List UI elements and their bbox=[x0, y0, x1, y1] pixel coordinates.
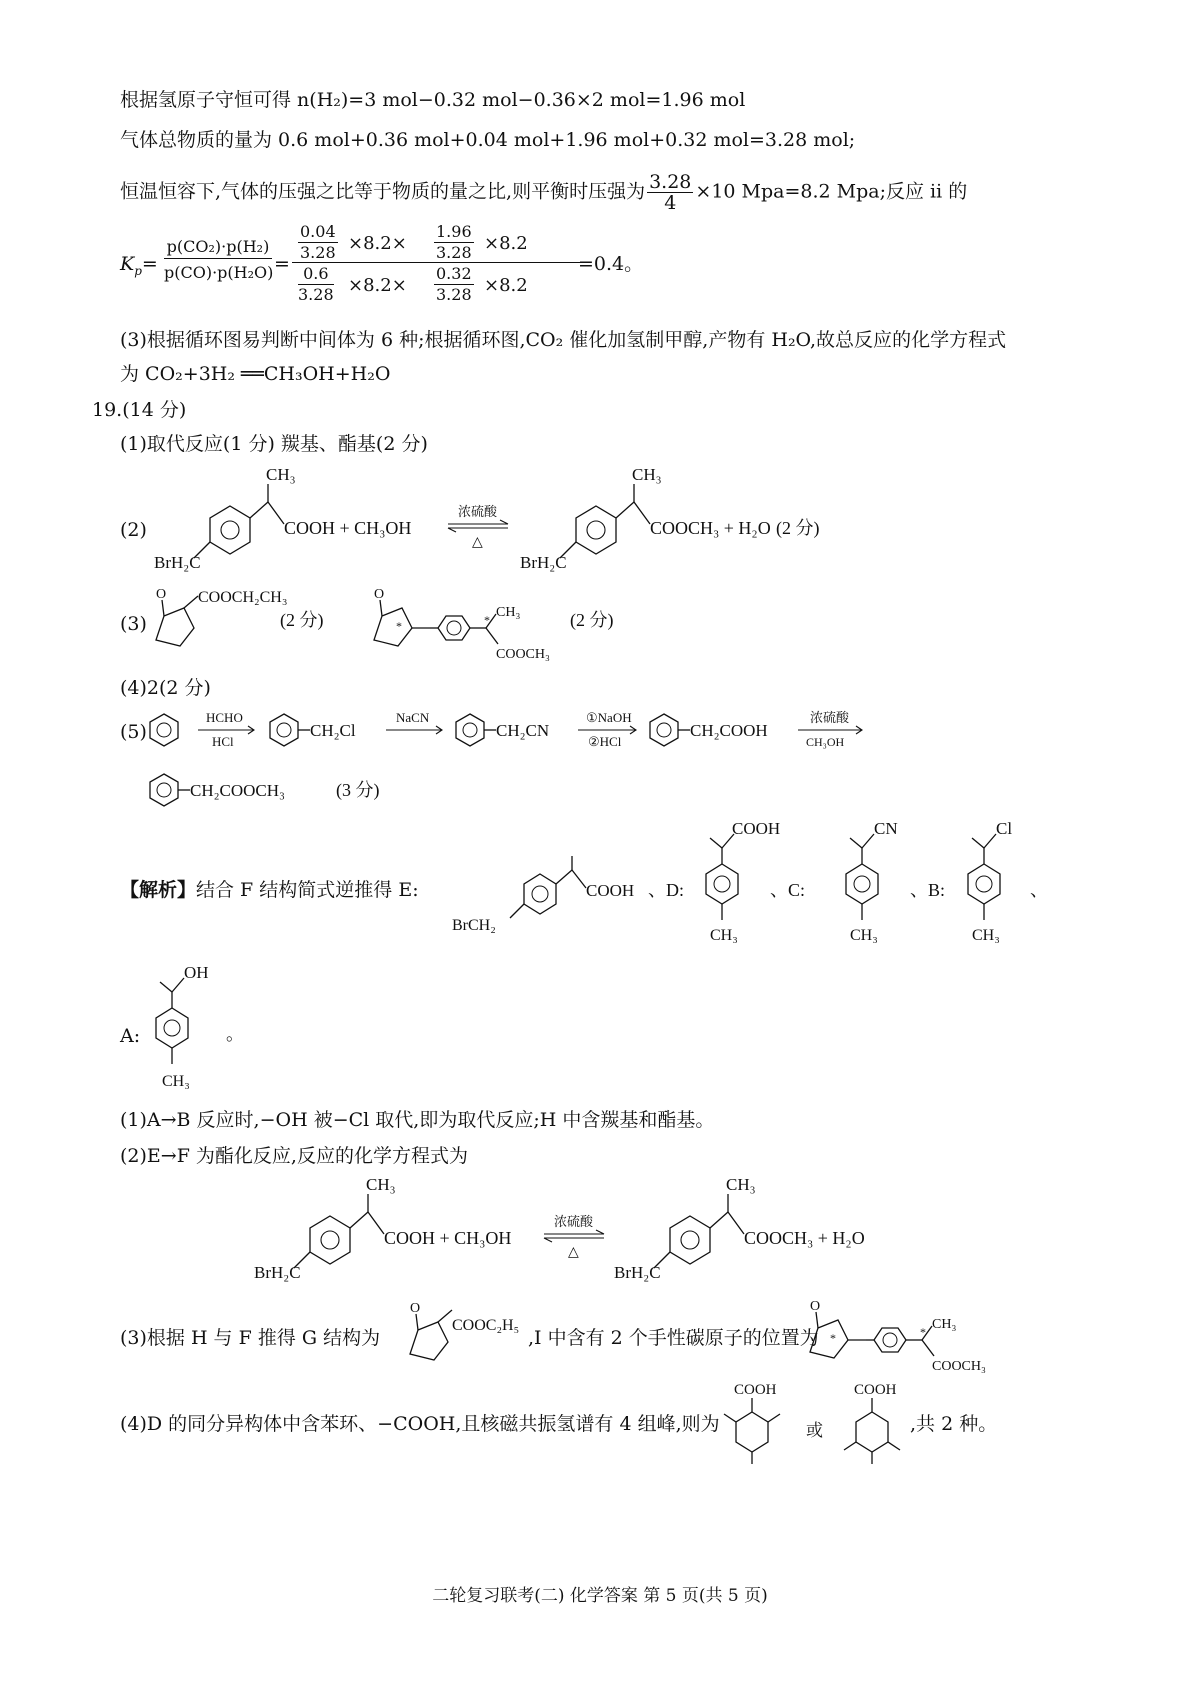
analysis-tag: 【解析】结合 F 结构简式逆推得 E: bbox=[120, 879, 419, 901]
svg-text:CH₃: CH₃ bbox=[496, 605, 521, 620]
num-factor: ×8.2× bbox=[348, 233, 407, 254]
svg-text:BrCH₂: BrCH₂ bbox=[452, 917, 496, 934]
kp-big-fraction bbox=[292, 222, 582, 306]
reagent-heat-2: △ bbox=[568, 1245, 579, 1260]
kp-big-num bbox=[292, 222, 582, 263]
isomer-1 bbox=[724, 1382, 780, 1464]
label-B: 、B: bbox=[910, 880, 946, 900]
q19-answer-4: (4)2(2 分) bbox=[120, 677, 211, 699]
reagent-hcho: HCHO bbox=[206, 710, 243, 725]
q3-line2: 为 CO₂+3H₂ ══CH₃OH+H₂O bbox=[120, 363, 391, 385]
svg-text:COOH: COOH bbox=[854, 1382, 897, 1398]
structure-E bbox=[452, 856, 634, 934]
den-a-n: 0.6 bbox=[298, 264, 334, 285]
svg-text:Cl: Cl bbox=[996, 819, 1013, 838]
q19-answer-1: (1)取代反应(1 分) 羰基、酯基(2 分) bbox=[120, 433, 428, 455]
reagent-hcl-2: ②HCl bbox=[588, 734, 622, 749]
benzene-start bbox=[150, 714, 178, 746]
label-D: 、D: bbox=[648, 880, 684, 900]
structure-I-chiral bbox=[800, 1298, 1010, 1378]
or-word: 或 bbox=[806, 1421, 823, 1440]
esterification-equation-2 bbox=[250, 1172, 910, 1290]
reagent-conc-sulfuric: 浓硫酸 bbox=[458, 504, 498, 519]
svg-text:CN: CN bbox=[874, 819, 898, 838]
num-factor-end: ×8.2 bbox=[484, 233, 528, 254]
svg-text:BrH₂C: BrH₂C bbox=[254, 1263, 301, 1282]
product-benzyl-chloride: CH₂Cl bbox=[310, 721, 356, 740]
product-ester-structure bbox=[520, 465, 771, 572]
svg-text:O: O bbox=[810, 1299, 821, 1314]
period: 。 bbox=[226, 1024, 244, 1044]
structure-G bbox=[394, 1300, 544, 1370]
kp-num: p(CO₂)·p(H₂) bbox=[164, 236, 272, 259]
den-factor: ×8.2× bbox=[348, 275, 407, 296]
score-5: (3 分) bbox=[336, 780, 380, 800]
svg-text:*: * bbox=[396, 619, 402, 633]
reagent-nacn: NaCN bbox=[396, 710, 430, 725]
svg-text:CH₃: CH₃ bbox=[726, 1175, 756, 1194]
svg-text:COOCH₃: COOCH₃ bbox=[496, 647, 550, 662]
separator: 、 bbox=[1030, 880, 1048, 900]
svg-text:CH₃: CH₃ bbox=[710, 927, 738, 944]
svg-text:*: * bbox=[920, 1325, 926, 1339]
product-methyl-ester: CH₂COOCH₃ bbox=[190, 781, 285, 800]
reagent-heat: △ bbox=[472, 535, 483, 550]
q19-answer-5-label: (5) bbox=[120, 721, 147, 743]
svg-text:BrH₂C: BrH₂C bbox=[614, 1263, 661, 1282]
q3-line1: (3)根据循环图易判断中间体为 6 种;根据循环图,CO₂ 催化加氢制甲醇,产物有 H₂O,故总反应的化学方程式 bbox=[120, 329, 1007, 351]
svg-text:CH₃: CH₃ bbox=[366, 1175, 396, 1194]
svg-text:COOC₂H₅: COOC₂H₅ bbox=[452, 1317, 520, 1334]
kp-den: p(CO)·p(H₂O) bbox=[164, 263, 274, 282]
q19-header: 19.(14 分) bbox=[92, 399, 187, 421]
frac-num: 3.28 bbox=[649, 171, 692, 193]
answer-3-structures bbox=[140, 586, 660, 666]
pressure-line bbox=[120, 172, 967, 213]
svg-text:CH₃: CH₃ bbox=[162, 1073, 190, 1090]
den-b-d: 3.28 bbox=[436, 285, 472, 304]
explanation-3-pre: (3)根据 H 与 F 推得 G 结构为 bbox=[120, 1327, 381, 1349]
pressure-fraction bbox=[647, 172, 693, 213]
explanation-3-mid: ,I 中含有 2 个手性碳原子的位置为 bbox=[528, 1327, 819, 1349]
score-3a: (2 分) bbox=[280, 610, 324, 630]
isomer-2 bbox=[844, 1382, 900, 1464]
svg-text:COOH: COOH bbox=[732, 819, 781, 838]
reagent-methanol: CH₃OH bbox=[806, 735, 845, 749]
num-b-n: 1.96 bbox=[436, 222, 472, 241]
cyclopentanone-ester-structure bbox=[156, 587, 287, 646]
svg-text:BrH₂C: BrH₂C bbox=[520, 553, 567, 572]
explanation-1: (1)A→B 反应时,−OH 被−Cl 取代,即为取代反应;H 中含羰基和酯基。 bbox=[120, 1109, 715, 1131]
svg-text:COOH: COOH bbox=[734, 1382, 777, 1398]
svg-text:O: O bbox=[374, 587, 385, 602]
svg-text:COOCH₃ + H₂O: COOCH₃ + H₂O bbox=[744, 1228, 865, 1248]
analysis-intro: 结合 F 结构简式逆推得 E: bbox=[196, 879, 419, 901]
analysis-structures-row bbox=[440, 812, 1080, 952]
label-A: A: bbox=[120, 1025, 141, 1047]
h2-calc-line: 根据氢原子守恒可得 n(H₂)=3 mol−0.32 mol−0.36×2 mol=1.96 mol bbox=[120, 89, 746, 111]
reactant-acid-structure-2 bbox=[254, 1175, 511, 1282]
frac-den: 4 bbox=[664, 192, 677, 214]
esterification-equation-1 bbox=[150, 462, 870, 580]
svg-text:COOH + CH₃OH: COOH + CH₃OH bbox=[284, 518, 412, 538]
svg-text:COOCH₂CH₃: COOCH₂CH₃ bbox=[198, 589, 288, 606]
product-phenylacetic-acid: CH₂COOH bbox=[690, 721, 768, 740]
total-moles-line: 气体总物质的量为 0.6 mol+0.36 mol+0.04 mol+1.96 mol+0.32 mol=3.28 mol; bbox=[120, 129, 856, 151]
reactant-acid-structure bbox=[154, 465, 411, 572]
kp-result: =0.4。 bbox=[578, 253, 644, 275]
product-benzyl-cyanide: CH₂CN bbox=[496, 721, 550, 740]
num-a-n: 0.04 bbox=[300, 222, 336, 241]
structure-A bbox=[140, 956, 280, 1096]
svg-text:CH₃: CH₃ bbox=[932, 1317, 957, 1332]
reagent-conc-sulfuric-3: 浓硫酸 bbox=[554, 1214, 594, 1229]
svg-text:BrH₂C: BrH₂C bbox=[154, 553, 201, 572]
page-footer: 二轮复习联考(二) 化学答案 第 5 页(共 5 页) bbox=[432, 1586, 768, 1606]
svg-text:COOH + CH₃OH: COOH + CH₃OH bbox=[384, 1228, 512, 1248]
q19-answer-2-label: (2) bbox=[120, 519, 147, 541]
svg-text:CH₃: CH₃ bbox=[266, 465, 296, 484]
reagent-hcl: HCl bbox=[212, 734, 234, 749]
label-C: 、C: bbox=[770, 880, 806, 900]
q19-answer-3-label: (3) bbox=[120, 613, 147, 635]
svg-text:COOCH₃: COOCH₃ bbox=[932, 1359, 986, 1374]
svg-text:CH₃: CH₃ bbox=[632, 465, 662, 484]
den-factor-end: ×8.2 bbox=[484, 275, 528, 296]
svg-text:O: O bbox=[156, 587, 167, 602]
svg-text:CH₃: CH₃ bbox=[972, 927, 1000, 944]
product-ester-structure-2 bbox=[614, 1175, 865, 1282]
kp-big-den bbox=[292, 264, 582, 304]
explanation-4-pre: (4)D 的同分异构体中含苯环、−COOH,且核磁共振氢谱有 4 组峰,则为 bbox=[120, 1413, 720, 1435]
kp-eq2: = bbox=[274, 253, 290, 275]
structure-B bbox=[968, 819, 1012, 944]
den-b-n: 0.32 bbox=[436, 264, 472, 283]
den-a-d: 3.28 bbox=[298, 285, 334, 304]
svg-text:COOH: COOH bbox=[586, 881, 635, 900]
explanation-4-post: ,共 2 种。 bbox=[910, 1413, 998, 1435]
reagent-conc-sulfuric-2: 浓硫酸 bbox=[810, 710, 850, 725]
pressure-text-pre: 恒温恒容下,气体的压强之比等于物质的量之比,则平衡时压强为 bbox=[120, 180, 646, 203]
compound-I-structure bbox=[374, 587, 550, 662]
svg-text:*: * bbox=[830, 1331, 836, 1345]
num-b-d: 3.28 bbox=[436, 243, 472, 262]
reagent-naoh: ①NaOH bbox=[586, 710, 632, 725]
svg-text:*: * bbox=[484, 613, 490, 627]
score-3b: (2 分) bbox=[570, 610, 614, 630]
svg-text:OH: OH bbox=[184, 963, 209, 982]
kp-symbol: $K_p=$ bbox=[120, 253, 158, 278]
answer-2-score: (2 分) bbox=[776, 518, 820, 538]
pressure-text-post: ×10 Mpa=8.2 Mpa;反应 ⅱ 的 bbox=[695, 180, 968, 203]
synthesis-route bbox=[146, 700, 906, 830]
structure-C bbox=[846, 819, 898, 944]
svg-text:COOCH₃ + H₂O: COOCH₃ + H₂O bbox=[650, 518, 771, 538]
num-a-d: 3.28 bbox=[300, 243, 336, 262]
explanation-2: (2)E→F 为酯化反应,反应的化学方程式为 bbox=[120, 1145, 468, 1167]
svg-text:CH₃: CH₃ bbox=[850, 927, 878, 944]
svg-text:O: O bbox=[410, 1301, 421, 1316]
